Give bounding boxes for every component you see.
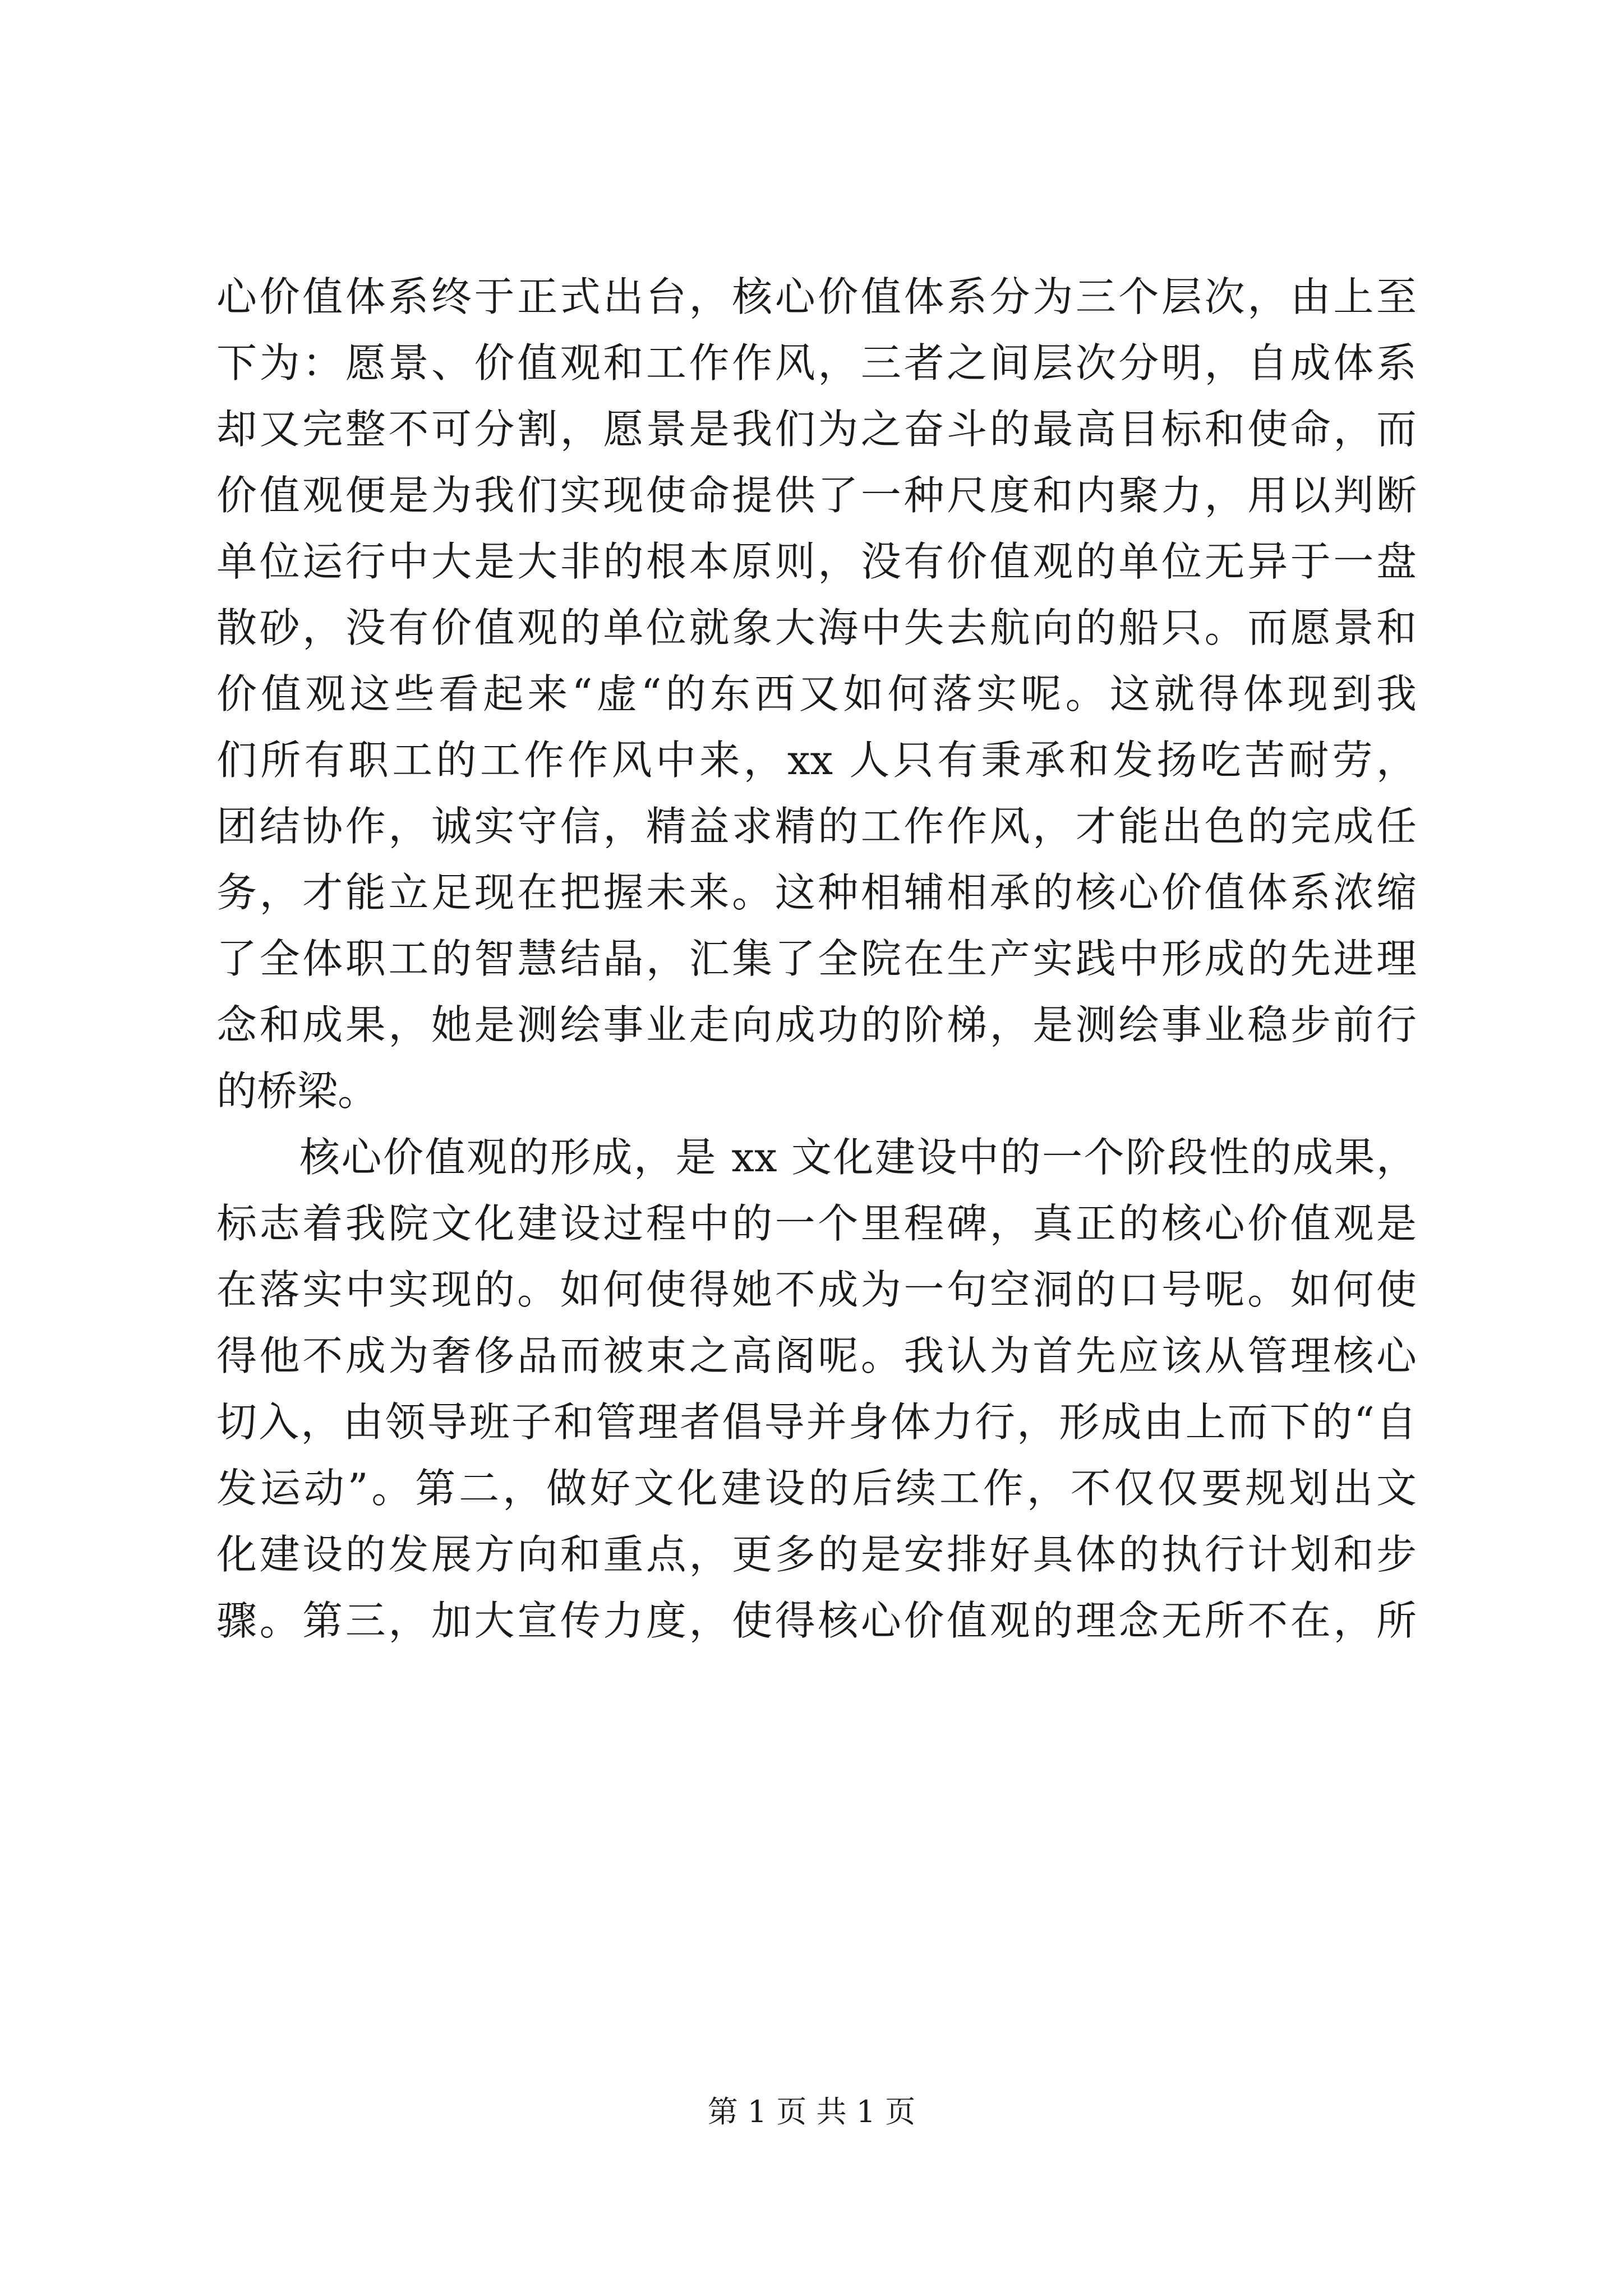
paragraph-1-line-10: 务，才能立足现在把握未来。这种相辅相承的核心价值体系浓缩	[216, 869, 1417, 916]
paragraph-2-line-2: 标志着我院文化建设过程中的一个里程碑，真正的核心价值观是	[216, 1200, 1417, 1247]
paragraph-1-line-6: 散砂，没有价值观的单位就象大海中失去航向的船只。而愿景和	[216, 604, 1417, 651]
paragraph-1-line-4: 价值观便是为我们实现使命提供了一种尺度和内聚力，用以判断	[216, 472, 1417, 519]
paragraph-1-line-1: 心价值体系终于正式出台，核心价值体系分为三个层次，由上至	[216, 273, 1417, 320]
paragraph-1-line-5: 单位运行中大是大非的根本原则，没有价值观的单位无异于一盘	[216, 538, 1417, 585]
paragraph-1-line-2: 下为：愿景、价值观和工作作风，三者之间层次分明，自成体系	[216, 339, 1417, 386]
paragraph-1-line-7: 价值观这些看起来“虚“的东西又如何落实呢。这就得体现到我	[216, 670, 1417, 717]
paragraph-1-line-9: 团结协作，诚实守信，精益求精的工作作风，才能出色的完成任	[216, 803, 1417, 850]
paragraph-2-line-6: 发运动”。第二，做好文化建设的后续工作，不仅仅要规划出文	[216, 1465, 1417, 1512]
paragraph-1-line-12: 念和成果，她是测绘事业走向成功的阶梯，是测绘事业稳步前行	[216, 1001, 1417, 1048]
paragraph-2-line-8: 骤。第三，加大宣传力度，使得核心价值观的理念无所不在，所	[216, 1597, 1417, 1644]
paragraph-2-line-4: 得他不成为奢侈品而被束之高阁呢。我认为首先应该从管理核心	[216, 1332, 1417, 1379]
paragraph-2-line-1: 核心价值观的形成，是 xx 文化建设中的一个阶段性的成果，	[299, 1134, 1417, 1181]
page-number-footer: 第 1 页 共 1 页	[707, 2094, 916, 2129]
document-body	[216, 264, 1417, 1654]
paragraph-2-line-7: 化建设的发展方向和重点，更多的是安排好具体的执行计划和步	[216, 1531, 1417, 1578]
paragraph-1-line-3: 却又完整不可分割，愿景是我们为之奋斗的最高目标和使命，而	[216, 406, 1417, 453]
paragraph-2-line-5: 切入，由领导班子和管理者倡导并身体力行，形成由上而下的“自	[216, 1398, 1417, 1446]
paragraph-1-line-13: 的桥梁。	[216, 1068, 379, 1115]
paragraph-1-line-8: 们所有职工的工作作风中来，xx 人只有秉承和发扬吃苦耐劳，	[216, 737, 1417, 784]
paragraph-2-line-3: 在落实中实现的。如何使得她不成为一句空洞的口号呢。如何使	[216, 1266, 1417, 1313]
paragraph-1-line-11: 了全体职工的智慧结晶，汇集了全院在生产实践中形成的先进理	[216, 935, 1417, 982]
